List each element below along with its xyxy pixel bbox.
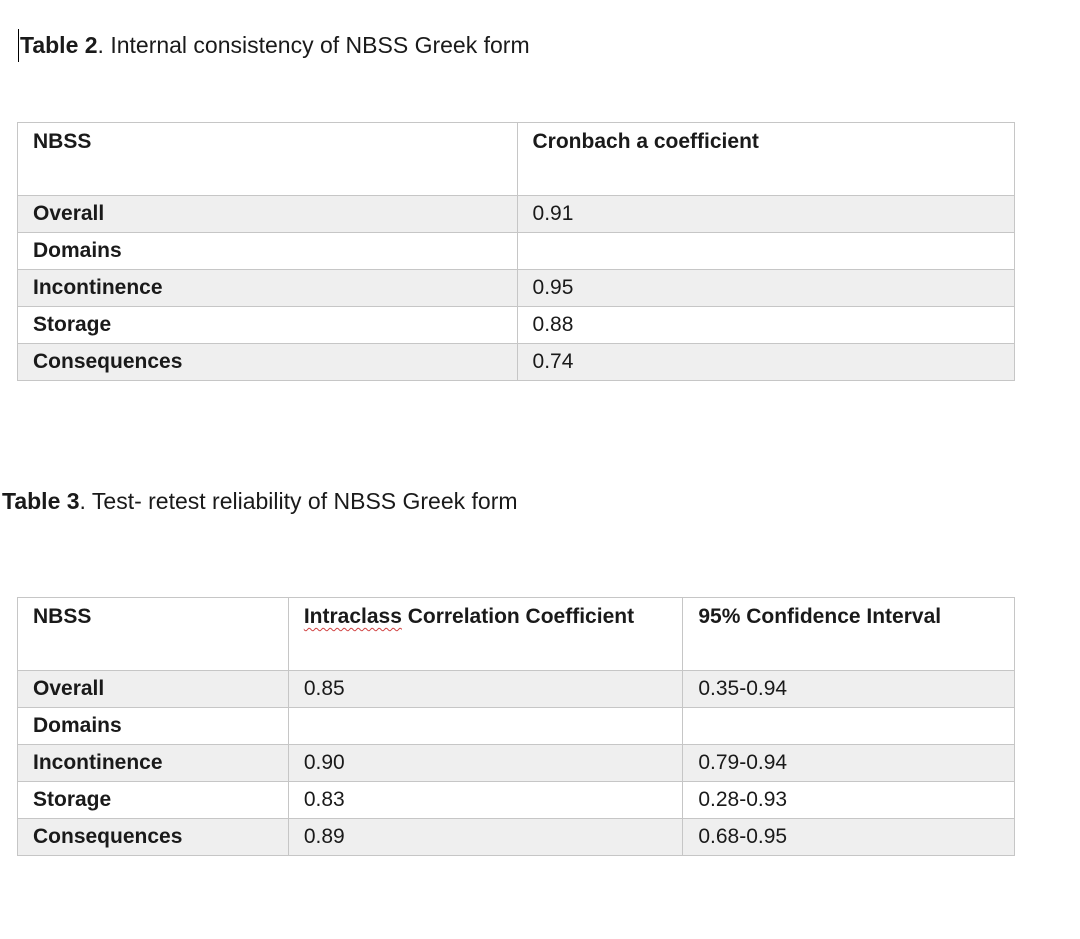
table-2 xyxy=(17,122,1015,381)
ci-value: 0.35-0.94 xyxy=(683,671,1015,708)
icc-value: 0.83 xyxy=(288,782,683,819)
ci-value: 0.28-0.93 xyxy=(683,782,1015,819)
row-label: Storage xyxy=(18,782,289,819)
row-label: Incontinence xyxy=(18,270,518,307)
icc-value: 0.85 xyxy=(288,671,683,708)
icc-value: 0.89 xyxy=(288,819,683,856)
row-label: Domains xyxy=(18,708,289,745)
icc-value: 0.90 xyxy=(288,745,683,782)
row-label: Consequences xyxy=(18,344,518,381)
ci-value: 0.68-0.95 xyxy=(683,819,1015,856)
table-3-caption-label: Table 3 xyxy=(2,488,80,514)
table-row xyxy=(18,782,1015,819)
table-2-header-row xyxy=(18,123,1015,196)
table-row xyxy=(18,745,1015,782)
table-row xyxy=(18,233,1015,270)
table-3-caption xyxy=(2,487,518,515)
table-row xyxy=(18,708,1015,745)
cronbach-value: 0.95 xyxy=(517,270,1014,307)
table-3-header-nbss: NBSS xyxy=(18,598,289,671)
ci-value xyxy=(683,708,1015,745)
cronbach-value: 0.91 xyxy=(517,196,1014,233)
table-row xyxy=(18,819,1015,856)
cronbach-value: 0.74 xyxy=(517,344,1014,381)
row-label: Incontinence xyxy=(18,745,289,782)
row-label: Storage xyxy=(18,307,518,344)
table-3-caption-text: . Test- retest reliability of NBSS Greek form xyxy=(79,488,518,514)
table-2-caption-label: Table 2 xyxy=(20,32,98,58)
table-row xyxy=(18,307,1015,344)
text-cursor xyxy=(18,29,19,62)
ci-value: 0.79-0.94 xyxy=(683,745,1015,782)
table-2-caption xyxy=(20,31,530,59)
table-3 xyxy=(17,597,1015,856)
table-3-header-ci: 95% Confidence Interval xyxy=(683,598,1015,671)
table-row xyxy=(18,196,1015,233)
table-row xyxy=(18,270,1015,307)
table-3-header-row xyxy=(18,598,1015,671)
table-2-caption-text: . Internal consistency of NBSS Greek form xyxy=(97,32,530,58)
cronbach-value: 0.88 xyxy=(517,307,1014,344)
row-label: Consequences xyxy=(18,819,289,856)
table-3-header-icc-rest: Correlation Coefficient xyxy=(401,605,635,628)
table-row xyxy=(18,344,1015,381)
row-label: Overall xyxy=(18,671,289,708)
table-2-header-cronbach: Cronbach a coefficient xyxy=(517,123,1014,196)
table-row xyxy=(18,671,1015,708)
icc-value xyxy=(288,708,683,745)
row-label: Overall xyxy=(18,196,518,233)
table-2-header-nbss: NBSS xyxy=(18,123,518,196)
row-label: Domains xyxy=(18,233,518,270)
spellcheck-word: Intraclass xyxy=(303,605,402,628)
table-3-header-icc xyxy=(288,598,683,671)
cronbach-value xyxy=(517,233,1014,270)
